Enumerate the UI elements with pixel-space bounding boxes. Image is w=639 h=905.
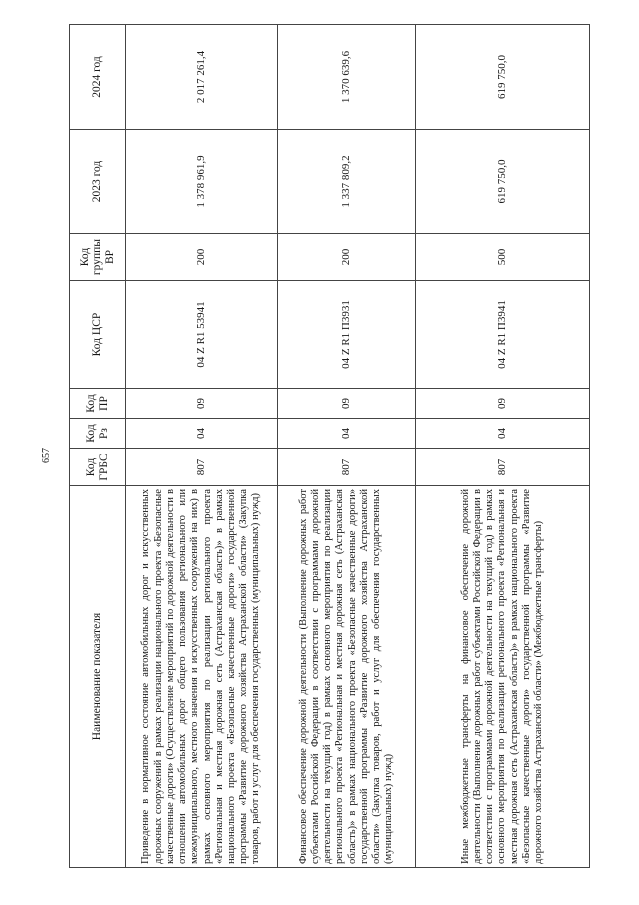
- row-vr: 200: [278, 234, 416, 281]
- header-name: Наименование показателя: [70, 486, 126, 868]
- table-row: [416, 25, 590, 868]
- row-pr: 09: [278, 389, 416, 419]
- row-name: Приведение в нормативное состояние автомобильных дорог и искусственных дорожных сооружений в рамках реализации национального проекта «Безопасные качественные дороги» (Осуществление мероприятий по дорожной деятельности в отношении автомобильных дорог общего пользования регионального или межмуниципального, местного значения и искусственных сооружений на них) в рамках основного мероприятия по реализации регионального проекта «Региональная и местная дорожная сеть (Астраханская область)» в рамках национального проекта «Безопасные качественные дороги» государственной программы «Развитие дорожного хозяйства Астраханской области» (Закупка товаров, работ и услуг для обеспечения государственных (муниципальных) нужд): [126, 486, 278, 868]
- row-csr: 04 Z R1 53941: [126, 281, 278, 389]
- row-vr: 500: [416, 234, 590, 281]
- row-2023: 1 337 809,2: [278, 130, 416, 234]
- row-2024: 619 750,0: [416, 25, 590, 130]
- row-name: Иные межбюджетные трансферты на финансовое обеспечение дорожной деятельности (Выполнение дорожных работ субъектами Российской Федерации в соответствии с программами дорожной деятельности на текущий год) в рамках основного мероприятия по реализации регионального проекта «Региональная и местная дорожная сеть (Астраханская область)» в рамках национального проекта «Безопасные качественные дороги» государственной программы «Развитие дорожного хозяйства Астраханской области» (Межбюджетные трансферты): [416, 486, 590, 868]
- header-rz: Код Рз: [70, 419, 126, 449]
- header-csr: Код ЦСР: [70, 281, 126, 389]
- row-rz: 04: [278, 419, 416, 449]
- row-grbs: 807: [126, 449, 278, 486]
- row-rz: 04: [416, 419, 590, 449]
- row-pr: 09: [416, 389, 590, 419]
- table-header-row: [70, 25, 126, 868]
- header-pr: Код ПР: [70, 389, 126, 419]
- row-2024: 2 017 261,4: [126, 25, 278, 130]
- header-vr: Код группы ВР: [70, 234, 126, 281]
- row-csr: 04 Z R1 П3941: [416, 281, 590, 389]
- header-2024: 2024 год: [70, 25, 126, 130]
- row-2024: 1 370 639,6: [278, 25, 416, 130]
- header-2023: 2023 год: [70, 130, 126, 234]
- row-rz: 04: [126, 419, 278, 449]
- rotated-table-container: [69, 25, 589, 868]
- row-2023: 619 750,0: [416, 130, 590, 234]
- row-name: Финансовое обеспечение дорожной деятельности (Выполнение дорожных работ субъектами Российской Федерации в соответствии с программами дорожной деятельности на текущий год) в рамках основного мероприятия по реализации регионального проекта «Региональная и местная дорожная сеть (Астраханская область)» в рамках национального проекта «Безопасные качественные дороги» государственной программы «Развитие дорожного хозяйства Астраханской области» (Закупка товаров, работ и услуг для обеспечения государственных (муниципальных) нужд): [278, 486, 416, 868]
- row-grbs: 807: [278, 449, 416, 486]
- row-pr: 09: [126, 389, 278, 419]
- row-grbs: 807: [416, 449, 590, 486]
- row-csr: 04 Z R1 П3931: [278, 281, 416, 389]
- header-grbs: Код ГРБС: [70, 449, 126, 486]
- budget-table: [69, 24, 590, 868]
- table-row: [278, 25, 416, 868]
- table-row: [126, 25, 278, 868]
- page-number-text: 657: [40, 447, 52, 463]
- row-2023: 1 378 961,9: [126, 130, 278, 234]
- page-number: [36, 440, 56, 470]
- row-vr: 200: [126, 234, 278, 281]
